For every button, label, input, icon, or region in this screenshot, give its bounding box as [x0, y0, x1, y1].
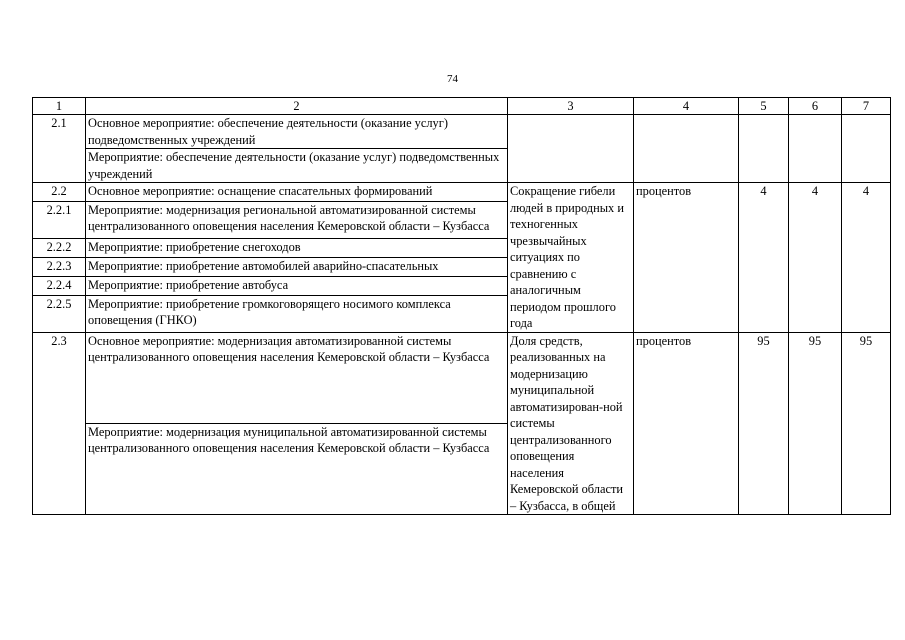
unit-text: процентов	[634, 332, 739, 515]
header-col-4: 4	[634, 98, 739, 115]
row-number: 2.2.2	[33, 238, 86, 257]
row-number: 2.2.5	[33, 295, 86, 332]
header-col-1: 1	[33, 98, 86, 115]
indicator-text: Доля средств, реализованных на модернизацию муниципальной автоматизирован-ной системы централизованного оповещения населения Кемеровской области – Кузбасса, в общей	[508, 332, 634, 515]
indicator-cell-empty	[508, 115, 634, 183]
row-number: 2.1	[33, 115, 86, 183]
value-6-empty	[789, 115, 842, 183]
value-7-empty	[842, 115, 891, 183]
value-6: 4	[789, 183, 842, 333]
value-5: 4	[739, 183, 789, 333]
row-number: 2.3	[33, 332, 86, 515]
header-col-3: 3	[508, 98, 634, 115]
value-7: 95	[842, 332, 891, 515]
main-activity-text: Основное мероприятие: модернизация автоматизированной системы централизованного оповещения населения Кемеровской области – Кузбасса	[86, 332, 508, 423]
row-number: 2.2.3	[33, 257, 86, 276]
sub-activity-text: Мероприятие: обеспечение деятельности (оказание услуг) подведомственных учреждений	[86, 149, 508, 183]
row-number: 2.2.4	[33, 276, 86, 295]
header-col-2: 2	[86, 98, 508, 115]
header-col-5: 5	[739, 98, 789, 115]
value-6: 95	[789, 332, 842, 515]
page-number: 74	[447, 73, 458, 85]
sub-activity-text: Мероприятие: приобретение автомобилей аварийно-спасательных	[86, 257, 508, 276]
table-row	[33, 115, 891, 149]
indicators-table	[32, 97, 891, 515]
header-col-7: 7	[842, 98, 891, 115]
table-row	[33, 332, 891, 423]
value-5: 95	[739, 332, 789, 515]
indicator-text: Сокращение гибели людей в природных и техногенных чрезвычайных ситуациях по сравнению с аналогичным периодом прошлого года	[508, 183, 634, 333]
table-row	[33, 183, 891, 202]
main-activity-text: Основное мероприятие: оснащение спасательных формирований	[86, 183, 508, 202]
value-7: 4	[842, 183, 891, 333]
value-5-empty	[739, 115, 789, 183]
sub-activity-text: Мероприятие: приобретение автобуса	[86, 276, 508, 295]
sub-activity-text: Мероприятие: приобретение громкоговорящего носимого комплекса оповещения (ГНКО)	[86, 295, 508, 332]
header-col-6: 6	[789, 98, 842, 115]
header-row	[33, 98, 891, 115]
sub-activity-text: Мероприятие: модернизация региональной автоматизированной системы централизованного оповещения населения Кемеровской области – Кузбасса	[86, 201, 508, 238]
main-activity-text: Основное мероприятие: обеспечение деятельности (оказание услуг) подведомственных учреждений	[86, 115, 508, 149]
sub-activity-text: Мероприятие: приобретение снегоходов	[86, 238, 508, 257]
row-number: 2.2	[33, 183, 86, 202]
row-number: 2.2.1	[33, 201, 86, 238]
sub-activity-text: Мероприятие: модернизация муниципальной автоматизированной системы централизованного оповещения населения Кемеровской области – Кузбасса	[86, 423, 508, 514]
unit-text: процентов	[634, 183, 739, 333]
unit-cell-empty	[634, 115, 739, 183]
